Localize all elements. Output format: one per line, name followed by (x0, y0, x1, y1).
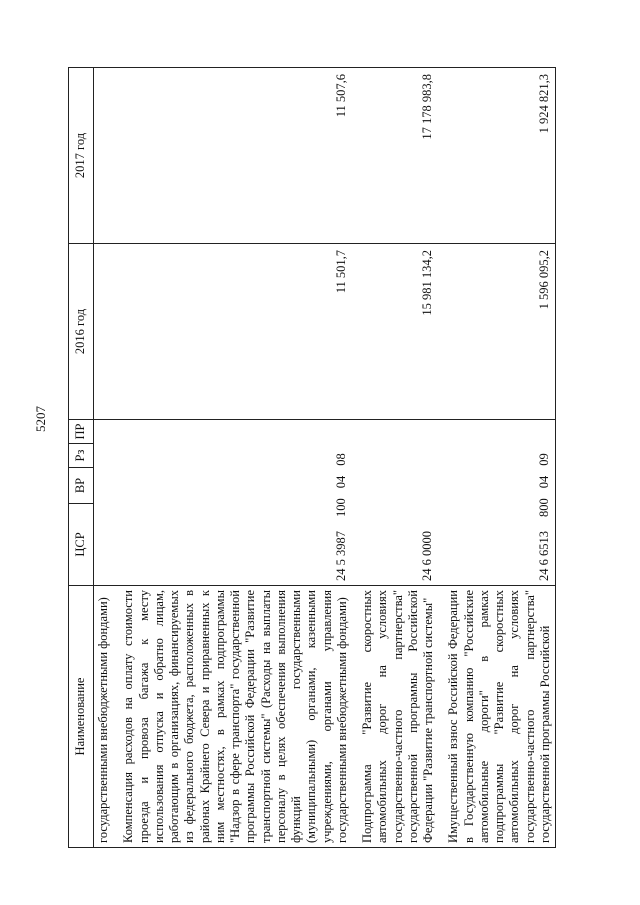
row-2017: 17 178 983,8 (358, 68, 438, 244)
table-row (444, 68, 555, 848)
row-codes (119, 420, 352, 586)
row-rz: 04 (333, 475, 348, 489)
header-pr: ПР (69, 420, 94, 444)
row-codes (444, 420, 555, 586)
row-name: Подпрограмма "Развитие скоростных автомобильных дорог на условиях государственно-частного партнерства" государственной программы Российской Федерации "Развитие транспортной системы" (358, 586, 438, 848)
table-row (358, 68, 438, 848)
header-2016: 2016 год (69, 244, 94, 420)
row-name: государственными внебюджетными фондами) (94, 586, 114, 848)
row-2016 (94, 244, 114, 420)
row-csr: 24 5 3987 (333, 531, 348, 581)
row-codes (358, 420, 438, 586)
budget-table (68, 67, 556, 848)
table-header-row (69, 68, 94, 848)
row-2017 (94, 68, 114, 244)
header-vr: ВР (69, 468, 94, 504)
row-csr: 24 6 0000 (420, 531, 434, 581)
header-rz: Рз (69, 444, 94, 468)
row-vr: 100 (333, 498, 348, 517)
header-name: Наименование (69, 586, 94, 848)
row-2016: 11 501,7 (119, 244, 352, 420)
row-name: Компенсация расходов на оплату стоимости проезда и провоза багажа к месту использования отпуска и обратно лицам, работающим в организациях, финансируемых из федерального бюджета, расположенных в районах Крайнего Севера и приравненных к ним местностях, в рамках подпрограммы "Надзор в сфере транспорта" государственной программы Российской Федерации "Развитие транспортной системы" (Расходы на выплаты персоналу в целях обеспечения выполнения функций государственными (муниципальными) органами, казенными учреждениями, органами управления государственными внебюджетными фондами) (119, 586, 352, 848)
rotated-table-wrapper (68, 68, 588, 848)
row-pr: 09 (536, 453, 551, 466)
table-row (94, 68, 114, 848)
row-pr: 08 (333, 453, 348, 466)
page-number: 5207 (33, 406, 48, 432)
row-vr: 800 (536, 498, 551, 517)
row-name: Имущественный взнос Российской Федерации в Государственную компанию "Российские автомобильные дороги" в рамках подпрограммы "Развитие скоростных автомобильных дорог на условиях государственно-частного партнерства" государственной программы Российской (444, 586, 555, 848)
row-rz: 04 (536, 475, 551, 489)
row-2017: 11 507,6 (119, 68, 352, 244)
row-2016: 15 981 134,2 (358, 244, 438, 420)
row-2016: 1 596 095,2 (444, 244, 555, 420)
table-row (119, 68, 352, 848)
row-csr: 24 6 6513 (536, 531, 551, 581)
header-2017: 2017 год (69, 68, 94, 244)
header-csr: ЦСР (69, 504, 94, 586)
row-codes (94, 420, 114, 586)
row-2017: 1 924 821,3 (444, 68, 555, 244)
